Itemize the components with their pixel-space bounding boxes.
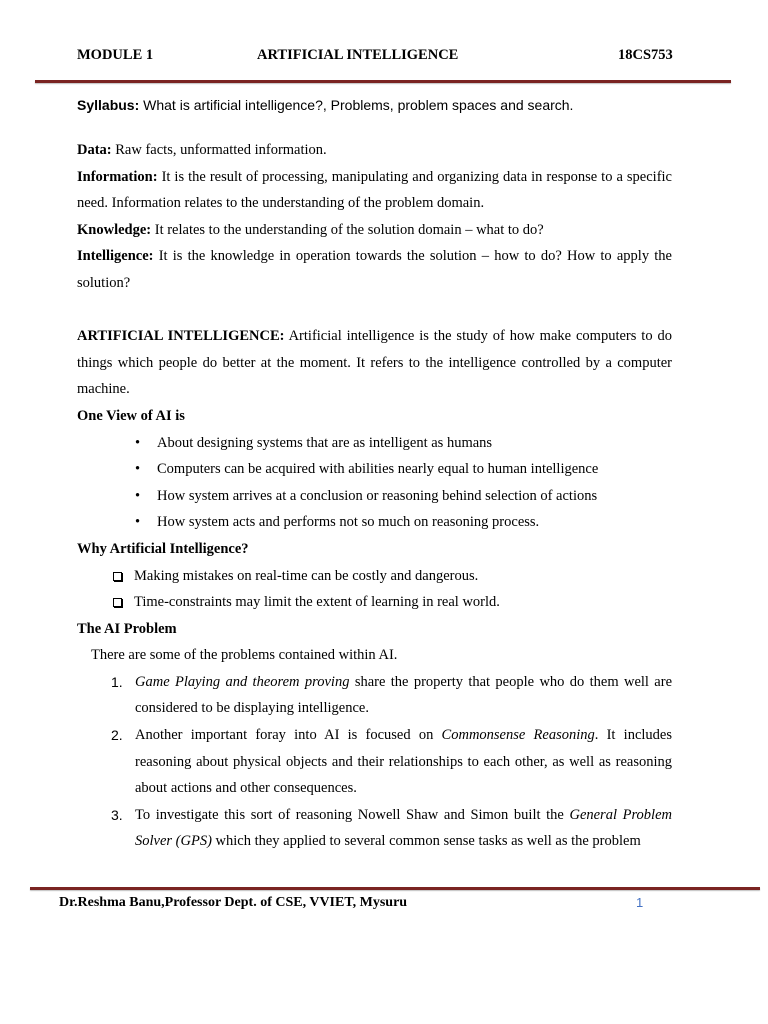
ai-problem-list [77,669,672,855]
footer-author: Dr.Reshma Banu,Professor Dept. of CSE, VVIET, Mysuru [59,895,408,910]
list-item: • Computers can be acquired with abilities nearly equal to human intelligence [77,456,672,483]
list-number: 1. [111,673,123,690]
syllabus-text: What is artificial intelligence?, Problems, problem spaces and search. [139,97,574,113]
document-body [77,137,672,855]
emphasis-text: Commonsense Reasoning [441,727,595,744]
list-item: Making mistakes on real-time can be costly and dangerous. [77,563,672,590]
definition-term: Knowledge: [77,221,152,238]
footer-rule [30,887,760,890]
definition-information [77,164,672,217]
list-item: • How system acts and performs not so much on reasoning process. [77,509,672,536]
header-subject: ARTIFICIAL INTELLIGENCE [257,47,459,63]
item-text: . It includes reasoning about physical objects and their relationships to each other, as well as reasoning about actions and other consequences. [135,727,672,797]
why-ai-heading: Why Artificial Intelligence? [77,540,249,557]
item-text: which they applied to several common sense tasks as well as the problem [211,833,641,850]
definition-term: Data: [77,142,112,158]
ai-definition-text: Artificial intelligence is the study of how make computers to do things which people do better at the moment. It refers to the intelligence controlled by a computer machine. [77,328,672,398]
definition-intelligence [77,243,672,296]
ai-definition-term: ARTIFICIAL INTELLIGENCE: [77,328,285,345]
page-number: 1 [636,895,644,910]
list-item: • How system arrives at a conclusion or reasoning behind selection of actions [77,483,672,510]
definition-knowledge [77,217,672,244]
list-item [77,802,672,855]
list-number: 2. [111,727,123,744]
list-item: • About designing systems that are as intelligent as humans [77,430,672,457]
ai-problem-intro: There are some of the problems contained within AI. [91,647,398,664]
why-ai-list [77,563,672,616]
emphasis-text: Game Playing and theorem proving [135,673,350,690]
definition-data [77,137,672,164]
definition-text: It relates to the understanding of the solution domain – what to do? [151,221,544,238]
emphasis-text: General Problem Solver (GPS) [135,806,672,850]
one-view-heading: One View of AI is [77,407,185,424]
item-text: Another important foray into AI is focused on [135,727,442,744]
ai-definition [77,323,672,403]
definition-term: Information: [77,168,158,185]
one-view-list [77,430,672,536]
definition-text: It is the knowledge in operation towards the solution – how to do? How to apply the solution? [77,248,672,291]
definition-term: Intelligence: [77,248,154,265]
list-item [77,722,672,802]
header-course-code: 18CS753 [618,47,673,63]
definition-text: It is the result of processing, manipulating and organizing data in response to a specific need. Information relates to the understanding of the problem domain. [77,168,672,212]
header-rule [35,80,731,83]
list-item [77,669,672,722]
item-text: share the property that people who do them well are considered to be displaying intelligence. [135,673,673,717]
item-text: To investigate this sort of reasoning Nowell Shaw and Simon built the [135,806,570,823]
header-module: MODULE 1 [77,47,154,63]
list-number: 3. [111,806,123,823]
list-item: Time-constraints may limit the extent of learning in real world. [77,589,672,616]
syllabus-label: Syllabus: [77,97,140,113]
syllabus-line [77,97,573,113]
ai-problem-heading: The AI Problem [77,620,177,637]
definition-text: Raw facts, unformatted information. [111,142,327,158]
